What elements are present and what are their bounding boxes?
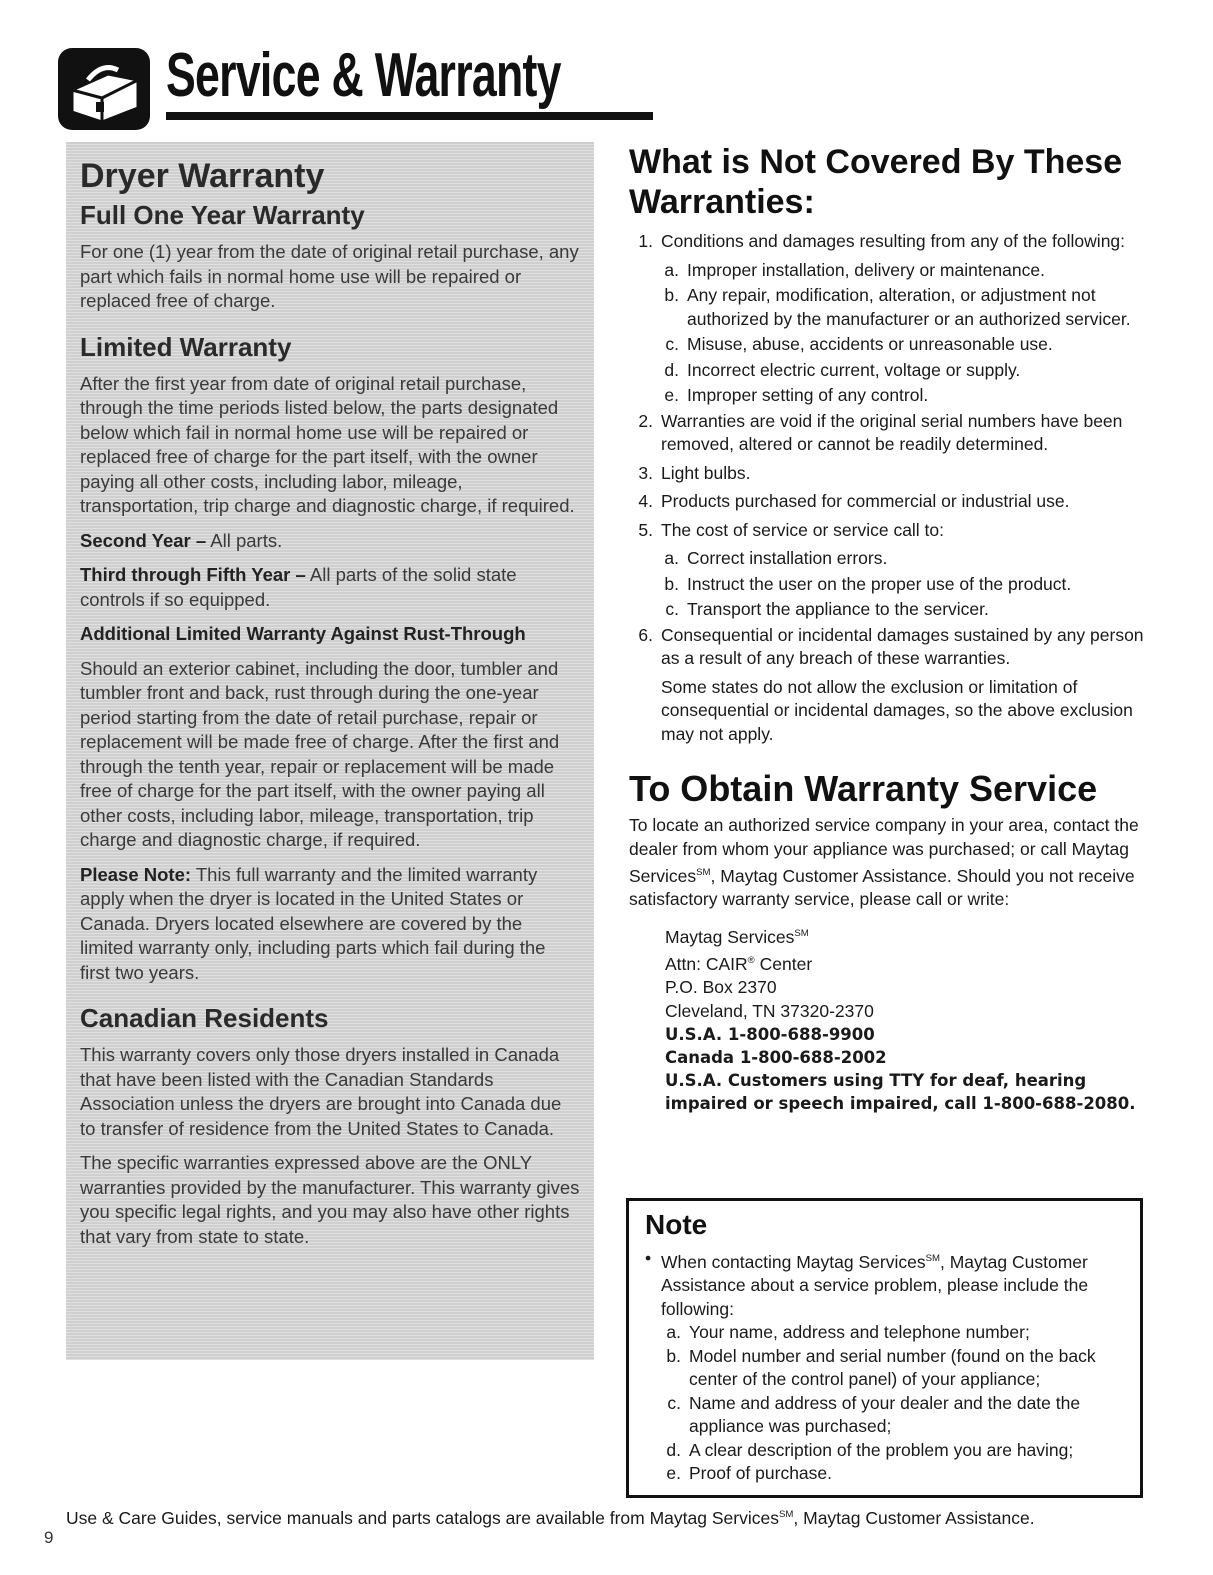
note-text-part: When contacting Maytag Services [661,1251,926,1272]
dryer-warranty-heading: Dryer Warranty [80,157,325,195]
item-text: Products purchased for commercial or industrial use. [661,491,1070,511]
footer-text-part: , Maytag Customer Assistance. [793,1508,1035,1528]
usa-phone: U.S.A. 1-800-688-9900 [665,1025,875,1045]
not-covered-subitem [661,547,1149,571]
note-bullet [645,1247,1128,1321]
not-covered-subitem [661,598,1149,622]
note-item-letter: b. [666,1345,681,1366]
note-item [661,1462,1128,1486]
title-underline [166,112,653,120]
address-po-box: P.O. Box 2370 [665,977,777,998]
item-text: Light bulbs. [661,462,751,483]
subitem-text: Improper installation, delivery or maintenance. [687,259,1045,280]
item-number: 5. [638,519,653,540]
note-item-letter: c. [667,1392,681,1413]
service-mark: SM [794,927,809,939]
item-text: Conditions and damages resulting from any of the following: [661,231,1126,251]
note-item-letter: e. [666,1463,681,1484]
not-covered-subitem [661,284,1149,331]
right-column [629,142,1149,1115]
page-number: 9 [44,1528,54,1547]
not-covered-list [629,230,1149,671]
full-warranty-text: For one (1) year from the date of original retail purchase, any part which fails in normal home use will be repaired or replaced free of charge. [80,241,579,311]
not-covered-subitem [661,259,1149,283]
note-text-part: , Maytag Customer Assistance about a service problem, please include the following: [661,1251,1089,1319]
service-mark: SM [696,867,711,878]
subitem-text: Transport the appliance to the servicer. [687,599,989,619]
note-item [661,1321,1128,1345]
subitem-text: Improper setting of any control. [687,385,929,405]
service-mark: SM [925,1253,940,1264]
page-title: Service & Warranty [166,41,561,110]
note-item-text: A clear description of the problem you are having; [689,1439,1074,1460]
please-note-detail: This full warranty and the limited warranty apply when the dryer is located in the United States or Canada. Dryers located elsewhere are covered by the limited warranty only, including parts which fail during the first two years. [80,863,546,983]
tty-line-1: U.S.A. Customers using TTY for deaf, hearing [665,1071,1087,1091]
please-note-text [80,863,580,986]
obtain-service-heading: To Obtain Warranty Service [629,768,1098,809]
note-item [661,1392,1128,1439]
tty-line-2: impaired or speech impaired, call 1-800-688-2080. [665,1094,1136,1114]
warranty-rights-text: The specific warranties expressed above are the ONLY warranties provided by the manufacturer. This warranty gives you specific legal rights, and you may also have other rights that vary from state to state. [80,1152,580,1247]
note-item-text: Your name, address and telephone number; [689,1322,1030,1343]
subitem-letter: d. [664,359,679,380]
obtain-text-part: , Maytag Customer Assistance. Should you not receive satisfactory warranty service, please call or write: [629,865,1135,910]
subitem-letter: c. [665,599,679,619]
not-covered-heading: What is Not Covered By These Warranties: [629,143,1123,221]
registered-mark: ® [747,955,755,967]
item-text: Warranties are void if the original serial numbers have been removed, altered or cannot be readily determined. [661,410,1123,454]
subitem-text: Any repair, modification, alteration, or adjustment not authorized by the manufacturer or an authorized servicer. [687,285,1131,329]
page-header [58,40,598,130]
not-covered-item [629,519,1149,543]
subitem-letter: b. [664,285,679,305]
not-covered-item [629,490,1149,514]
subitem-letter: a. [664,548,679,568]
second-year-label: Second Year – [80,529,207,551]
subitem-text: Misuse, abuse, accidents or unreasonable use. [687,334,1053,354]
item-number: 3. [638,462,653,483]
please-note-label: Please Note: [80,863,192,885]
address-attn [665,949,1149,976]
obtain-service-text [629,814,1149,912]
dryer-warranty-panel [66,142,594,1360]
subitem-text: Correct installation errors. [687,548,888,568]
note-item-letter: d. [666,1439,681,1460]
rust-through-heading: Additional Limited Warranty Against Rust-Through [80,623,526,644]
not-covered-subitem [661,573,1149,597]
rust-through-text: Should an exterior cabinet, including the door, tumbler and tumbler front and back, rust through during the one-year period starting from the date of retail purchase, repair or replacement will be made free of charge. After the first and through the tenth year, repair or replacement will be made free of charge for the part itself, with the owner paying all other costs, including labor, mileage, transportation, trip charge and diagnostic charge, if required. [80,657,560,850]
canadian-residents-heading: Canadian Residents [80,1003,329,1033]
not-covered-subitem [661,384,1149,408]
address-name [665,922,1149,949]
note-heading: Note [645,1209,708,1240]
item-text: Consequential or incidental damages sustained by any person as a result of any breach of these warranties. [661,624,1144,668]
toolbox-icon [58,48,150,130]
canadian-residents-text: This warranty covers only those dryers installed in Canada that have been listed with the Canadian Standards Association unless the dryers are brought into Canada due to transfer of residence from the United States to Canada. [80,1044,562,1139]
note-bullet-text [661,1247,1128,1321]
second-year-text [80,529,580,554]
note-item-text: Model number and serial number (found on the back center of the control panel) of your appliance; [689,1345,1096,1390]
not-covered-item [629,230,1149,254]
address-attn-b: Center [754,953,813,974]
service-mark: SM [778,1509,794,1521]
not-covered-item [629,410,1149,457]
subitem-text: Instruct the user on the proper use of the product. [687,573,1072,594]
item-number: 2. [638,410,653,431]
third-fifth-year-label: Third through Fifth Year – [80,564,306,585]
third-fifth-year-text [80,563,580,612]
item-text: The cost of service or service call to: [661,519,945,540]
note-item-text: Proof of purchase. [689,1463,832,1484]
not-covered-item [629,462,1149,486]
note-item-text: Name and address of your dealer and the date the appliance was purchased; [689,1392,1081,1437]
address-company: Maytag Services [665,926,795,947]
exclusion-note: Some states do not allow the exclusion or limitation of consequential or incidental damages, so the above exclusion may not apply. [661,676,1133,744]
second-year-detail: All parts. [206,529,283,551]
subitem-letter: a. [664,259,679,280]
note-items [645,1321,1128,1486]
item-number: 4. [638,491,653,511]
note-item-letter: a. [666,1322,681,1343]
item-number: 6. [638,624,653,645]
address-attn-a: Attn: CAIR [665,953,748,974]
not-covered-subitem [661,333,1149,357]
footer-text-part: Use & Care Guides, service manuals and parts catalogs are available from Maytag Services [66,1508,779,1528]
subitem-letter: b. [664,573,679,594]
not-covered-item [629,624,1149,671]
bullet-icon: • [645,1248,652,1268]
third-fifth-year-detail: All parts of the solid state controls if so equipped. [80,564,517,610]
note-item [661,1345,1128,1392]
subitem-text: Incorrect electric current, voltage or supply. [687,359,1021,380]
subitem-letter: e. [664,385,679,405]
limited-warranty-text: After the first year from date of original retail purchase, through the time periods listed below, the parts designated below which fail in normal home use will be repaired or replaced free of charge for the part itself, with the owner paying all other costs, including labor, mileage, transportation, trip charge and diagnostic charge, if required. [80,372,575,516]
note-box [626,1198,1143,1498]
full-warranty-heading: Full One Year Warranty [80,200,365,230]
footer-text [66,1508,1166,1529]
canada-phone: Canada 1-800-688-2002 [665,1048,887,1068]
obtain-text-part: To locate an authorized service company in your area, contact the dealer from whom your appliance was purchased; or call Maytag Services [629,815,1139,886]
not-covered-subitem [661,359,1149,383]
note-item [661,1439,1128,1463]
address-city: Cleveland, TN 37320-2370 [665,1000,874,1021]
note-list [645,1247,1128,1486]
service-address [665,922,1149,1116]
item-number: 1. [638,231,653,251]
subitem-letter: c. [665,334,679,354]
limited-warranty-heading: Limited Warranty [80,331,292,362]
